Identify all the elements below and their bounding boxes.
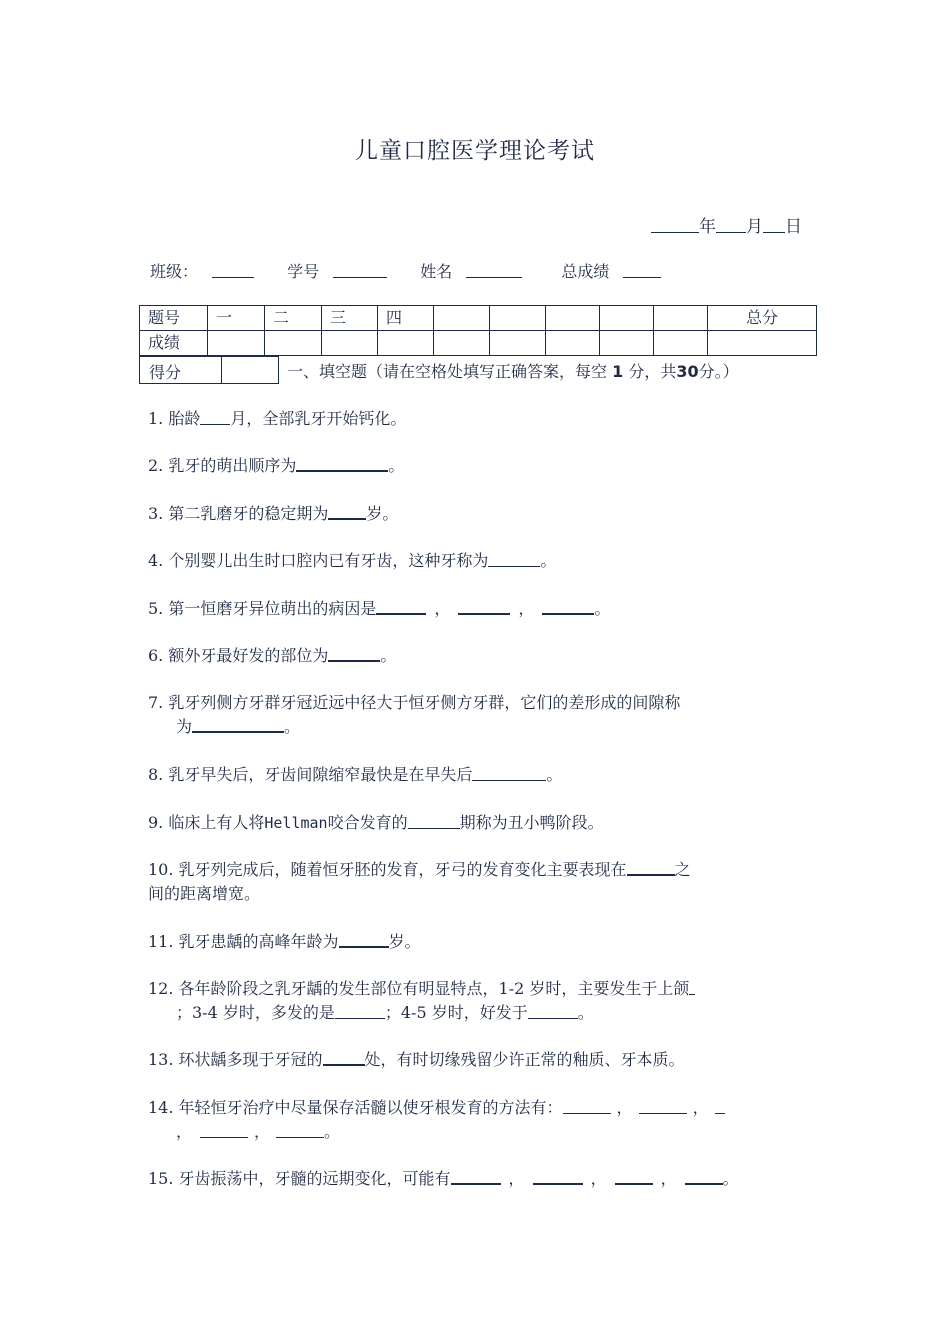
question-15 bbox=[148, 1167, 739, 1191]
question-text: ；3-4 岁时，多发的是 bbox=[176, 1003, 335, 1022]
answer-blank[interactable] bbox=[339, 931, 389, 948]
question-text: 1. 胎龄 bbox=[148, 409, 201, 428]
question-text: 2. 乳牙的萌出顺序为 bbox=[148, 456, 297, 475]
question-text: 11. 乳牙患龋的高峰年龄为 bbox=[148, 932, 339, 951]
answer-blank[interactable] bbox=[323, 1049, 365, 1066]
question-text: 15. 牙齿振荡中，牙髓的远期变化，可能有 bbox=[148, 1169, 451, 1188]
question-text: 5. 第一恒磨牙异位萌出的病因是 bbox=[148, 599, 377, 618]
question-text: 之 bbox=[674, 860, 691, 879]
answer-blank[interactable] bbox=[563, 1098, 611, 1114]
id-blank[interactable] bbox=[333, 262, 387, 278]
answer-blank[interactable] bbox=[472, 765, 546, 781]
answer-blank[interactable] bbox=[627, 859, 675, 876]
month-label: 月 bbox=[746, 217, 763, 237]
score-cell[interactable] bbox=[490, 331, 546, 356]
answer-blank[interactable] bbox=[296, 455, 388, 472]
score-cell[interactable] bbox=[654, 331, 708, 356]
question-4 bbox=[148, 549, 556, 573]
question-14 bbox=[148, 1096, 725, 1144]
question-8 bbox=[148, 763, 562, 787]
col-3-header: 三 bbox=[322, 306, 378, 331]
question-text: ， bbox=[508, 1169, 525, 1188]
col-4-header: 四 bbox=[378, 306, 434, 331]
answer-blank[interactable] bbox=[335, 1003, 385, 1019]
question-text: 为 bbox=[176, 717, 193, 736]
section-1-points-each: 1 bbox=[612, 362, 624, 381]
question-text: 8. 乳牙早失后，牙齿间隙缩窄最快是在早失后 bbox=[148, 765, 473, 784]
question-text: 岁。 bbox=[388, 932, 421, 951]
question-13 bbox=[148, 1048, 685, 1072]
section-score-label: 得分 bbox=[149, 363, 182, 382]
question-5 bbox=[148, 597, 610, 621]
question-3 bbox=[148, 502, 398, 526]
question-text: 处，有时切缘残留少许正常的釉质、牙本质。 bbox=[364, 1050, 685, 1069]
day-blank[interactable] bbox=[763, 217, 785, 233]
score-cell[interactable] bbox=[434, 331, 490, 356]
section-score-divider bbox=[221, 357, 222, 383]
question-text: 14. 年轻恒牙治疗中尽量保存活髓以使牙根发育的方法有： bbox=[148, 1098, 563, 1117]
question-10 bbox=[148, 858, 691, 906]
class-field bbox=[150, 262, 268, 281]
answer-blank[interactable] bbox=[689, 979, 695, 995]
question-text: ， bbox=[176, 1122, 193, 1141]
question-text: 岁。 bbox=[366, 504, 399, 523]
class-label: 班级： bbox=[150, 262, 199, 281]
question-2 bbox=[148, 454, 404, 478]
year-label: 年 bbox=[699, 217, 716, 237]
question-text: 7. 乳牙列侧方牙群牙冠近远中径大于恒牙侧方牙群，它们的差形成的间隙称 bbox=[148, 693, 681, 712]
table-cell bbox=[434, 306, 490, 331]
question-text: Hellman bbox=[264, 814, 328, 832]
section-1-post: 分。） bbox=[698, 362, 739, 381]
score-cell[interactable] bbox=[546, 331, 600, 356]
answer-blank[interactable] bbox=[533, 1168, 583, 1185]
question-text: ， bbox=[692, 1098, 709, 1117]
table-cell bbox=[600, 306, 654, 331]
question-text: 。 bbox=[380, 646, 397, 665]
exam-date bbox=[651, 212, 802, 237]
answer-blank[interactable] bbox=[328, 645, 380, 662]
question-text: ， bbox=[254, 1122, 271, 1141]
question-text: 。 bbox=[540, 551, 557, 570]
answer-blank[interactable] bbox=[376, 598, 426, 615]
question-6 bbox=[148, 644, 396, 668]
score-table bbox=[139, 305, 817, 356]
question-number-header: 题号 bbox=[140, 306, 208, 331]
answer-blank[interactable] bbox=[542, 598, 594, 615]
table-cell bbox=[490, 306, 546, 331]
answer-blank[interactable] bbox=[200, 409, 230, 425]
answer-blank[interactable] bbox=[715, 1098, 725, 1114]
question-text: 6. 额外牙最好发的部位为 bbox=[148, 646, 329, 665]
answer-blank[interactable] bbox=[685, 1168, 723, 1185]
question-text: 9. 临床上有人将 bbox=[148, 813, 265, 832]
section-1-mid: 分，共 bbox=[628, 362, 677, 381]
question-text: ， bbox=[590, 1169, 607, 1188]
total-score-header: 总分 bbox=[708, 306, 817, 331]
student-info bbox=[150, 259, 689, 282]
question-text: ；4-5 岁时，好发于 bbox=[384, 1003, 528, 1022]
score-cell[interactable] bbox=[600, 331, 654, 356]
score-row-label: 成绩 bbox=[140, 331, 208, 356]
answer-blank[interactable] bbox=[615, 1168, 653, 1185]
question-1 bbox=[148, 407, 406, 431]
question-7 bbox=[148, 691, 680, 739]
section-score-box bbox=[139, 356, 279, 384]
question-text: ， bbox=[616, 1098, 633, 1117]
answer-blank[interactable] bbox=[639, 1098, 687, 1114]
day-label: 日 bbox=[785, 217, 802, 237]
total-field bbox=[561, 262, 675, 281]
col-2-header: 二 bbox=[265, 306, 322, 331]
year-blank[interactable] bbox=[651, 217, 699, 233]
question-11 bbox=[148, 930, 421, 954]
answer-blank[interactable] bbox=[328, 503, 366, 520]
month-blank[interactable] bbox=[716, 217, 746, 233]
question-text: 月，全部乳牙开始钙化。 bbox=[230, 409, 407, 428]
question-text: ， bbox=[660, 1169, 677, 1188]
answer-blank[interactable] bbox=[276, 1122, 324, 1138]
section-1-heading bbox=[287, 359, 739, 382]
score-cell[interactable] bbox=[265, 331, 322, 356]
answer-blank[interactable] bbox=[458, 598, 510, 615]
table-cell bbox=[654, 306, 708, 331]
score-cell[interactable] bbox=[322, 331, 378, 356]
question-text: 。 bbox=[388, 456, 405, 475]
question-text: 12. 各年龄阶段之乳牙龋的发生部位有明显特点，1-2 岁时，主要发生于上颌 bbox=[148, 979, 690, 998]
total-label: 总成绩 bbox=[561, 262, 610, 281]
total-blank[interactable] bbox=[623, 262, 661, 278]
question-text: 。 bbox=[324, 1122, 341, 1141]
name-blank[interactable] bbox=[466, 262, 522, 278]
answer-blank[interactable] bbox=[200, 1122, 248, 1138]
id-field bbox=[287, 262, 401, 281]
answer-blank[interactable] bbox=[451, 1168, 501, 1185]
table-row bbox=[140, 331, 817, 356]
id-label: 学号 bbox=[287, 262, 320, 281]
name-label: 姓名 bbox=[420, 262, 453, 281]
question-text: ， bbox=[518, 599, 535, 618]
section-1-points-total: 30 bbox=[676, 362, 699, 381]
table-cell bbox=[546, 306, 600, 331]
class-blank[interactable] bbox=[212, 262, 254, 278]
question-text: 13. 环状龋多现于牙冠的 bbox=[148, 1050, 323, 1069]
question-text: 。 bbox=[546, 765, 563, 784]
question-text: 4. 个别婴儿出生时口腔内已有牙齿，这种牙称为 bbox=[148, 551, 489, 570]
question-9 bbox=[148, 811, 604, 835]
question-text: 。 bbox=[284, 717, 301, 736]
col-1-header: 一 bbox=[208, 306, 265, 331]
exam-title: 儿童口腔医学理论考试 bbox=[355, 138, 595, 164]
answer-blank[interactable] bbox=[528, 1003, 578, 1019]
score-cell[interactable] bbox=[208, 331, 265, 356]
name-field bbox=[420, 262, 536, 281]
question-12 bbox=[148, 977, 695, 1025]
section-1-pre: 一、填空题（请在空格处填写正确答案，每空 bbox=[287, 362, 608, 381]
question-text: 。 bbox=[594, 599, 611, 618]
question-text: 3. 第二乳磨牙的稳定期为 bbox=[148, 504, 329, 523]
question-text: 。 bbox=[577, 1003, 594, 1022]
question-text: 。 bbox=[722, 1169, 739, 1188]
question-text: 10. 乳牙列完成后，随着恒牙胚的发育，牙弓的发育变化主要表现在 bbox=[148, 860, 627, 879]
answer-blank[interactable] bbox=[408, 813, 460, 829]
question-text: 间的距离增宽。 bbox=[148, 884, 261, 903]
question-text: ， bbox=[434, 599, 451, 618]
answer-blank[interactable] bbox=[192, 716, 284, 733]
question-text: 期称为丑小鸭阶段。 bbox=[459, 813, 604, 832]
score-cell[interactable] bbox=[378, 331, 434, 356]
question-text: 咬合发育的 bbox=[327, 813, 408, 832]
table-row bbox=[140, 306, 817, 331]
answer-blank[interactable] bbox=[488, 551, 540, 567]
total-score-cell[interactable] bbox=[708, 331, 817, 356]
